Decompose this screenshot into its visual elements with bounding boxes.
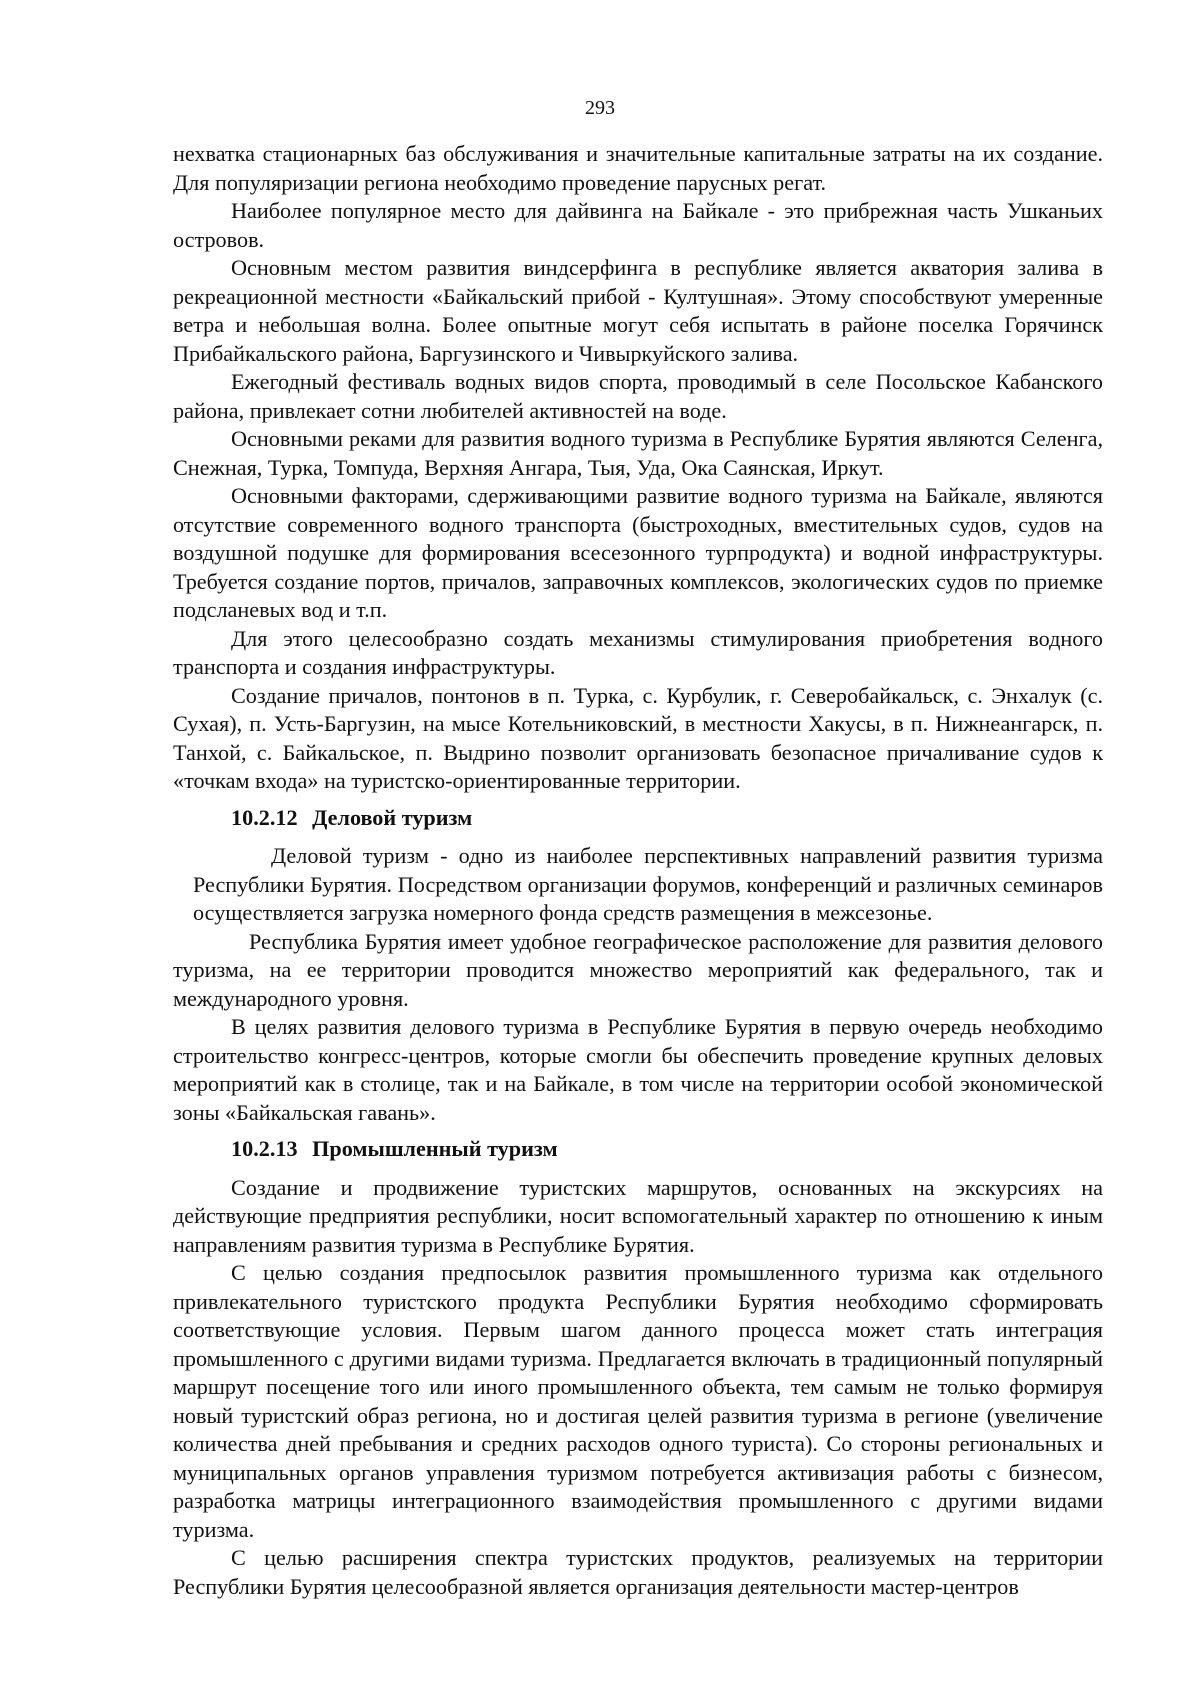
paragraph: Основными факторами, сдерживающими развитие водного туризма на Байкале, являются отсутствие современного водного транспорта (быстроходных, вместительных судов, судов на воздушной подушке для формирования всесезонного турпродукта) и водной инфраструктуры. Требуется создание портов, причалов, заправочных комплексов, экологических судов по приемке подсланевых вод и т.п. [173,483,1103,622]
paragraph: Создание причалов, понтонов в п. Турка, с. Курбулик, г. Северобайкальск, с. Энхалук (с. Сухая), п. Усть-Баргузин, на мысе Котельниковский, в местности Хакусы, в п. Нижнеангарск, п. Танхой, с. Байкальское, п. Выдрино позволит организовать безопасное причаливание судов к «точкам входа» на туристско-ориентированные территории. [173,682,1103,793]
section-industrial-tourism [173,1174,1103,1602]
paragraph: Наиболее популярное место для дайвинга на Байкале - это прибрежная часть Ушканьих островов. [173,198,1103,252]
page-number: 293 [585,97,615,119]
paragraph: В целях развития делового туризма в Республике Бурятия в первую очередь необходимо строительство конгресс-центров, которые смогли бы обеспечить проведение крупных деловых мероприятий как в столице, так и на Байкале, в том числе на территории особой экономической зоны «Байкальская гавань». [173,1014,1103,1125]
paragraph: Деловой туризм - одно из наиболее перспективных направлений развития туризма Республики Бурятия. Посредством организации форумов, конференций и различных семинаров осуществляется загрузка номерного фонда средств размещения в межсезонье. [193,843,1103,925]
section-business-tourism [173,842,1103,1127]
section-heading-industrial-tourism [231,1135,1103,1164]
page-content [173,140,1103,1601]
section-number: 10.2.13 [231,1136,298,1161]
section-title: Промышленный туризм [312,1136,558,1161]
paragraph: Ежегодный фестиваль водных видов спорта, проводимый в селе Посольское Кабанского района, привлекает сотни любителей активностей на воде. [173,369,1103,423]
paragraph: Основными реками для развития водного туризма в Республике Бурятия являются Селенга, Снежная, Турка, Томпуда, Верхняя Ангара, Тыя, Уда, Ока Саянская, Иркут. [173,426,1103,480]
paragraph: Для этого целесообразно создать механизмы стимулирования приобретения водного транспорта и создания инфраструктуры. [173,625,1103,679]
paragraph: Создание и продвижение туристских маршрутов, основанных на экскурсиях на действующие предприятия республики, носит вспомогательный характер по отношению к иным направлениям развития туризма в Республике Бурятия. [173,1174,1103,1257]
section-number: 10.2.12 [231,804,298,830]
paragraph: Республика Бурятия имеет удобное географическое расположение для развития делового туризма, на ее территории проводится множество мероприятий как федерального, так и международного уровня. [173,928,1103,1011]
section-heading-business-tourism [231,804,1103,833]
paragraph: нехватка стационарных баз обслуживания и значительные капитальные затраты на их создание. Для популяризации региона необходимо проведение парусных регат. [173,141,1103,195]
section-title: Деловой туризм [312,804,473,830]
paragraph: С целью создания предпосылок развития промышленного туризма как отдельного привлекательного туристского продукта Республики Бурятия необходимо сформировать соответствующие условия. Первым шагом данного процесса может стать интеграция промышленного с другими видами туризма. Предлагается включать в традиционный популярный маршрут посещение того или иного промышленного объекта, тем самым не только формируя новый туристский образ региона, но и достигая целей развития туризма в регионе (увеличение количества дней пребывания и средних расходов одного туриста). Со стороны региональных и муниципальных органов управления туризмом потребуется активизация работы с бизнесом, разработка матрицы интеграционного взаимодействия промышленного с другими видами туризма. [173,1260,1103,1542]
paragraph: С целью расширения спектра туристских продуктов, реализуемых на территории Республики Бурятия целесообразной является организация деятельности мастер-центров [173,1545,1103,1599]
paragraph: Основным местом развития виндсерфинга в республике является акватория залива в рекреационной местности «Байкальский прибой - Култушная». Этому способствуют умеренные ветра и небольшая волна. Более опытные могут себя испытать в районе поселка Горячинск Прибайкальского района, Баргузинского и Чивыркуйского залива. [173,255,1103,366]
